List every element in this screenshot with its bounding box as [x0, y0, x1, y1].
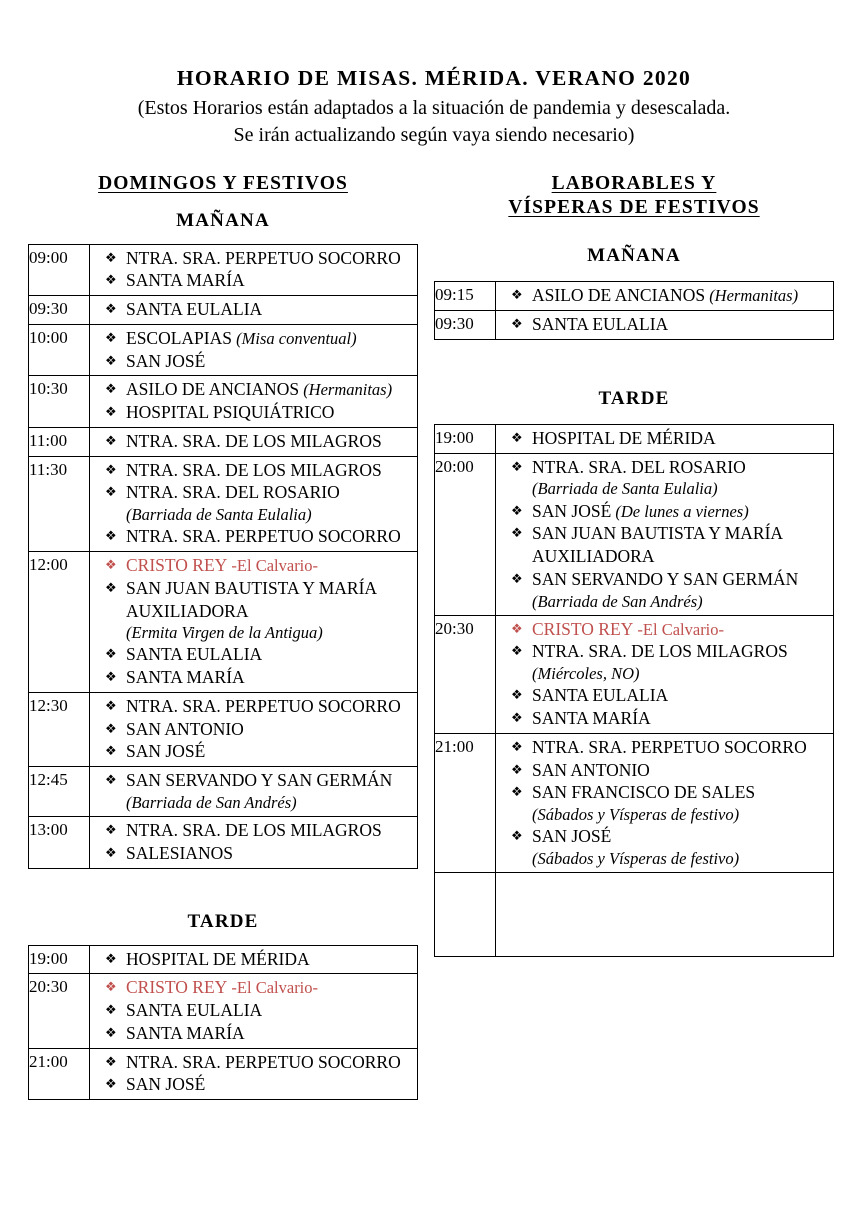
location-suffix: -El Calvario-	[227, 978, 319, 998]
list-item	[90, 695, 417, 718]
section-heading-weekdays-line-1: LABORABLES Y	[551, 172, 717, 194]
location-name: SANTA MARÍA	[126, 667, 245, 688]
list-item	[496, 781, 833, 825]
list-item	[90, 948, 417, 971]
list-item	[90, 298, 417, 321]
list-item	[90, 350, 417, 373]
diamond-bullet-icon: ❖	[105, 720, 117, 736]
location-name: SAN JOSÉ	[532, 500, 612, 521]
list-item	[90, 842, 417, 865]
diamond-bullet-icon: ❖	[511, 429, 523, 445]
list-item	[496, 284, 833, 307]
location-list	[496, 736, 833, 869]
row-time: 12:45	[29, 767, 90, 817]
list-item	[496, 427, 833, 450]
location-name: SANTA EULALIA	[126, 1000, 263, 1021]
location-name: ASILO DE ANCIANOS	[532, 285, 706, 306]
list-item	[90, 459, 417, 482]
location-name: SANTA MARÍA	[126, 1022, 245, 1043]
table-row	[435, 424, 834, 453]
diamond-bullet-icon: ❖	[105, 352, 117, 368]
column-weekdays-vigils	[434, 172, 834, 957]
row-locations	[90, 817, 418, 869]
page-subtitle-line-2: Se irán actualizando según vaya siendo necesario)	[233, 124, 635, 147]
location-suffix: -El Calvario-	[633, 619, 725, 639]
table-row	[29, 1048, 418, 1100]
location-list	[90, 976, 417, 1044]
table-sundays-afternoon	[28, 945, 418, 1101]
list-item	[496, 500, 833, 523]
location-name: SANTA MARÍA	[126, 270, 245, 291]
column-sundays-holidays	[28, 172, 418, 1100]
location-list	[90, 554, 417, 689]
list-item	[90, 430, 417, 453]
section-heading-weekdays-line-2: VÍSPERAS DE FESTIVOS	[508, 196, 760, 218]
location-name: NTRA. SRA. DEL ROSARIO	[126, 482, 340, 503]
row-time: 20:30	[29, 974, 90, 1048]
diamond-bullet-icon: ❖	[105, 669, 117, 685]
location-note: (Ermita Virgen de la Antigua)	[126, 623, 323, 643]
list-item	[90, 327, 417, 350]
location-name: NTRA. SRA. DE LOS MILAGROS	[126, 430, 382, 451]
diamond-bullet-icon: ❖	[105, 381, 117, 397]
list-item	[496, 825, 833, 869]
location-name: SAN JOSÉ	[126, 741, 206, 762]
list-item	[90, 819, 417, 842]
section-heading-sundays	[28, 172, 418, 196]
list-item	[496, 618, 833, 641]
row-time: 09:30	[29, 296, 90, 325]
location-name: CRISTO REY	[532, 618, 634, 639]
row-locations	[90, 427, 418, 456]
diamond-bullet-icon: ❖	[511, 687, 523, 703]
location-note: (Barriada de San Andrés)	[126, 792, 297, 812]
location-list	[90, 819, 417, 865]
location-name: NTRA. SRA. PERPETUO SOCORRO	[532, 736, 807, 757]
diamond-bullet-icon: ❖	[105, 461, 117, 477]
location-name: SAN JOSÉ	[126, 1074, 206, 1095]
list-item	[496, 313, 833, 336]
table-row	[29, 767, 418, 817]
diamond-bullet-icon: ❖	[511, 502, 523, 518]
diamond-bullet-icon: ❖	[105, 301, 117, 317]
list-item	[496, 759, 833, 782]
location-name: CRISTO REY	[126, 977, 228, 998]
location-list	[496, 456, 833, 612]
location-name: SANTA EULALIA	[126, 299, 263, 320]
row-locations	[90, 945, 418, 974]
row-time: 19:00	[435, 424, 496, 453]
list-item	[90, 999, 417, 1022]
list-item	[90, 1022, 417, 1045]
diamond-bullet-icon: ❖	[511, 316, 523, 332]
location-list	[90, 430, 417, 453]
row-locations	[90, 296, 418, 325]
diamond-bullet-icon: ❖	[511, 620, 523, 636]
location-name: NTRA. SRA. PERPETUO SOCORRO	[126, 695, 401, 716]
location-name: SAN ANTONIO	[532, 759, 650, 780]
row-locations	[90, 456, 418, 551]
location-name: NTRA. SRA. DE LOS MILAGROS	[126, 820, 382, 841]
row-time: 09:30	[435, 311, 496, 340]
location-name: HOSPITAL DE MÉRIDA	[126, 948, 310, 969]
location-list	[90, 327, 417, 373]
row-locations	[90, 552, 418, 693]
row-time: 21:00	[29, 1048, 90, 1100]
list-item	[496, 736, 833, 759]
diamond-bullet-icon: ❖	[511, 570, 523, 586]
location-name: NTRA. SRA. DE LOS MILAGROS	[126, 459, 382, 480]
row-locations	[496, 282, 834, 311]
row-time: 09:00	[29, 244, 90, 296]
location-name: ESCOLAPIAS	[126, 327, 232, 348]
list-item	[90, 1051, 417, 1074]
diamond-bullet-icon: ❖	[511, 287, 523, 303]
location-note: (Miércoles, NO)	[532, 664, 640, 684]
row-time: 20:30	[435, 615, 496, 733]
location-name: ASILO DE ANCIANOS	[126, 379, 300, 400]
list-item	[90, 976, 417, 999]
list-item	[90, 247, 417, 270]
location-name: SANTA EULALIA	[532, 685, 669, 706]
diamond-bullet-icon: ❖	[511, 643, 523, 659]
list-item	[90, 269, 417, 292]
row-time: 10:30	[29, 376, 90, 428]
list-item	[90, 643, 417, 666]
row-time: 19:00	[29, 945, 90, 974]
row-time: 13:00	[29, 817, 90, 869]
diamond-bullet-icon: ❖	[511, 525, 523, 541]
location-note: (Barriada de Santa Eulalia)	[532, 479, 718, 499]
row-locations	[496, 733, 834, 872]
location-name: SAN JOSÉ	[532, 826, 612, 847]
location-list	[496, 427, 833, 450]
row-time: 21:00	[435, 733, 496, 872]
diamond-bullet-icon: ❖	[105, 1024, 117, 1040]
diamond-bullet-icon: ❖	[105, 557, 117, 573]
location-list	[496, 313, 833, 336]
location-name: SANTA MARÍA	[532, 708, 651, 729]
location-suffix: -El Calvario-	[227, 556, 319, 576]
diamond-bullet-icon: ❖	[105, 844, 117, 860]
row-locations	[90, 692, 418, 766]
row-locations	[90, 244, 418, 296]
row-time: 09:15	[435, 282, 496, 311]
diamond-bullet-icon: ❖	[105, 404, 117, 420]
filler-cell	[435, 873, 496, 957]
location-list	[90, 948, 417, 971]
list-item	[90, 481, 417, 525]
location-list	[90, 695, 417, 763]
row-locations	[496, 453, 834, 615]
list-item	[90, 525, 417, 548]
diamond-bullet-icon: ❖	[105, 528, 117, 544]
list-item	[496, 522, 833, 568]
location-name: SAN SERVANDO Y SAN GERMÁN	[532, 568, 799, 589]
row-time: 12:30	[29, 692, 90, 766]
diamond-bullet-icon: ❖	[511, 784, 523, 800]
location-name: SANTA EULALIA	[532, 314, 669, 335]
page-subtitle-line-1: (Estos Horarios están adaptados a la situación de pandemia y desescalada.	[137, 96, 731, 119]
location-note: (Sábados y Vísperas de festivo)	[532, 848, 740, 868]
list-item	[90, 718, 417, 741]
row-time: 20:00	[435, 453, 496, 615]
table-row	[435, 615, 834, 733]
diamond-bullet-icon: ❖	[105, 772, 117, 788]
location-name: SAN ANTONIO	[126, 718, 244, 739]
table-row	[29, 817, 418, 869]
location-name: CRISTO REY	[126, 555, 228, 576]
table-row	[29, 427, 418, 456]
location-list	[90, 769, 417, 813]
diamond-bullet-icon: ❖	[105, 697, 117, 713]
list-item	[90, 769, 417, 813]
diamond-bullet-icon: ❖	[105, 1076, 117, 1092]
diamond-bullet-icon: ❖	[105, 432, 117, 448]
list-item	[496, 707, 833, 730]
row-locations	[90, 376, 418, 428]
row-locations	[90, 767, 418, 817]
location-name: NTRA. SRA. PERPETUO SOCORRO	[126, 247, 401, 268]
location-list	[496, 284, 833, 307]
location-note-inline: (De lunes a viernes)	[611, 501, 749, 521]
location-list	[90, 247, 417, 293]
row-locations	[496, 615, 834, 733]
location-list	[90, 459, 417, 548]
diamond-bullet-icon: ❖	[511, 738, 523, 754]
list-item	[90, 401, 417, 424]
location-name: SAN FRANCISCO DE SALES	[532, 782, 756, 803]
table-row	[29, 324, 418, 376]
filler-cell	[496, 873, 834, 957]
list-item	[90, 1073, 417, 1096]
period-heading-left-morning: MAÑANA	[176, 209, 270, 231]
location-note: (Sábados y Vísperas de festivo)	[532, 805, 740, 825]
row-time: 10:00	[29, 324, 90, 376]
table-row	[29, 244, 418, 296]
table-row	[29, 945, 418, 974]
location-list	[90, 1051, 417, 1097]
section-heading-weekdays	[434, 172, 834, 220]
table-row	[435, 282, 834, 311]
diamond-bullet-icon: ❖	[105, 484, 117, 500]
diamond-bullet-icon: ❖	[105, 646, 117, 662]
list-item	[90, 740, 417, 763]
location-note: (Barriada de Santa Eulalia)	[126, 505, 312, 525]
table-row	[29, 974, 418, 1048]
list-item	[90, 554, 417, 577]
list-item	[496, 684, 833, 707]
table-row	[29, 376, 418, 428]
row-locations	[496, 424, 834, 453]
row-locations	[90, 974, 418, 1048]
row-locations	[90, 1048, 418, 1100]
diamond-bullet-icon: ❖	[105, 979, 117, 995]
section-heading-sundays-label: DOMINGOS Y FESTIVOS	[98, 172, 348, 194]
location-name: NTRA. SRA. PERPETUO SOCORRO	[126, 526, 401, 547]
location-name: NTRA. SRA. DEL ROSARIO	[532, 456, 746, 477]
list-item	[90, 666, 417, 689]
page-title: HORARIO DE MISAS. MÉRIDA. VERANO 2020	[176, 66, 692, 90]
list-item	[496, 640, 833, 684]
location-name: HOSPITAL PSIQUIÁTRICO	[126, 402, 335, 423]
location-note-inline: (Hermanitas)	[299, 380, 393, 400]
table-row	[29, 692, 418, 766]
diamond-bullet-icon: ❖	[511, 710, 523, 726]
page-subtitle	[0, 95, 868, 150]
location-list	[90, 298, 417, 321]
diamond-bullet-icon: ❖	[105, 579, 117, 595]
list-item	[496, 456, 833, 500]
diamond-bullet-icon: ❖	[105, 329, 117, 345]
diamond-bullet-icon: ❖	[105, 272, 117, 288]
location-list	[496, 618, 833, 730]
row-time: 11:30	[29, 456, 90, 551]
period-heading-right-afternoon: TARDE	[598, 387, 670, 409]
table-row	[435, 453, 834, 615]
table-row	[435, 311, 834, 340]
row-time: 11:00	[29, 427, 90, 456]
table-filler-row	[435, 873, 834, 957]
row-time: 12:00	[29, 552, 90, 693]
period-heading-left-afternoon: TARDE	[187, 910, 259, 932]
list-item	[90, 378, 417, 401]
document-header	[0, 0, 868, 150]
table-row	[29, 552, 418, 693]
diamond-bullet-icon: ❖	[511, 761, 523, 777]
diamond-bullet-icon: ❖	[511, 458, 523, 474]
table-row	[29, 456, 418, 551]
table-weekdays-afternoon	[434, 424, 834, 957]
location-note: (Barriada de San Andrés)	[532, 591, 703, 611]
diamond-bullet-icon: ❖	[105, 743, 117, 759]
diamond-bullet-icon: ❖	[105, 1002, 117, 1018]
row-locations	[496, 311, 834, 340]
location-name: SAN JOSÉ	[126, 350, 206, 371]
location-name: SAN JUAN BAUTISTA Y MARÍA AUXILIADORA	[532, 523, 783, 567]
diamond-bullet-icon: ❖	[511, 828, 523, 844]
table-row	[435, 733, 834, 872]
location-name: NTRA. SRA. DE LOS MILAGROS	[532, 641, 788, 662]
location-list	[90, 378, 417, 424]
location-name: SAN SERVANDO Y SAN GERMÁN	[126, 770, 393, 791]
table-sundays-morning	[28, 244, 418, 869]
location-note-inline: (Misa conventual)	[232, 328, 357, 348]
diamond-bullet-icon: ❖	[105, 249, 117, 265]
table-weekdays-morning	[434, 281, 834, 340]
list-item	[496, 568, 833, 612]
period-heading-right-morning: MAÑANA	[587, 245, 681, 267]
location-name: SAN JUAN BAUTISTA Y MARÍA AUXILIADORA	[126, 577, 377, 621]
location-name: SANTA EULALIA	[126, 644, 263, 665]
diamond-bullet-icon: ❖	[105, 822, 117, 838]
diamond-bullet-icon: ❖	[105, 1053, 117, 1069]
location-name: SALESIANOS	[126, 842, 233, 863]
location-name: HOSPITAL DE MÉRIDA	[532, 427, 716, 448]
table-row	[29, 296, 418, 325]
row-locations	[90, 324, 418, 376]
diamond-bullet-icon: ❖	[105, 950, 117, 966]
list-item	[90, 577, 417, 644]
location-note-inline: (Hermanitas)	[705, 286, 799, 306]
location-name: NTRA. SRA. PERPETUO SOCORRO	[126, 1051, 401, 1072]
